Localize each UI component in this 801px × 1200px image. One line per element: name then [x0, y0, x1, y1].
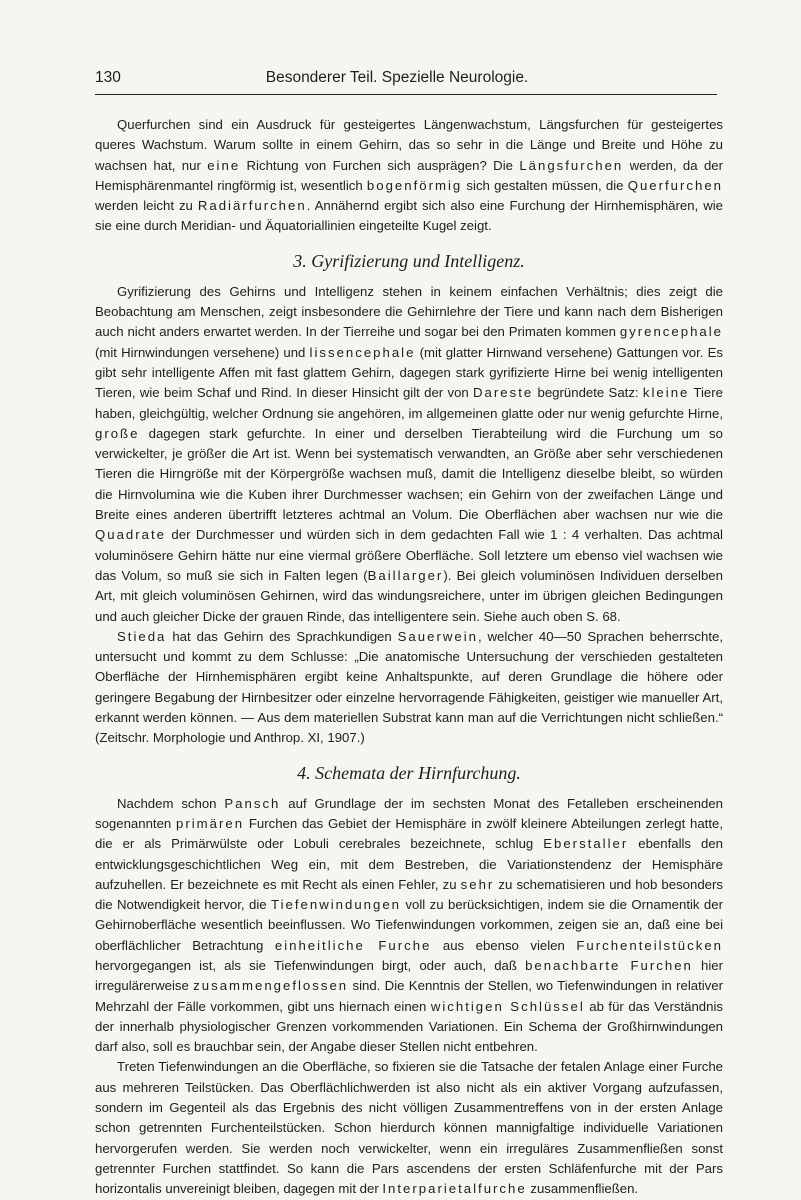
page-number: 130	[95, 69, 121, 86]
running-header	[77, 64, 717, 90]
paragraph-schemata: Nachdem schon Pansch auf Grundlage der im sechsten Monat des Fetalleben erscheinenden sogenannten primären Furchen das Gebiet der Hemisphäre in zwölf kleinere Abteilungen zerlegt hatte, die er als Primärwülste oder Lobuli cerebrales bezeichnete, schlug Eberstaller ebenfalls den entwicklungsgeschichtlichen Weg ein, mit dem Bestreben, die Variationstendenz der Hemisphäre aufzuhellen. Er bezeichnete es mit Recht als einen Fehler, zu sehr zu schematisieren und hob besonders die Notwendigkeit hervor, die Tiefenwindungen voll zu berücksichtigen, indem sie die Ornamentik der Gehirnoberfläche wesentlich beeinflussen. Wo Tiefenwindungen vorkommen, zeigen sie an, daß eine bei oberflächlicher Betrachtung einheitliche Furche aus ebenso vielen Furchenteilstücken hervorgegangen ist, als sie Tiefenwindungen birgt, oder auch, daß benachbarte Furchen hier irregulärerweise zusammengeflossen sind. Die Kenntnis der Stellen, wo Tiefenwindungen in relativer Mehrzahl der Fälle vorkommen, gibt uns hiernach einen wichtigen Schlüssel ab für das Verständnis der innerhalb physiologischer Grenzen vorkommenden Variationen. Ein Schema der Großhirnwindungen darf also, soll es brauchbar sein, der Angabe dieser Stellen nicht entbehren.	[95, 795, 724, 1055]
paragraph-deep-convolutions: Treten Tiefenwindungen an die Oberfläche, so fixieren sie die Tatsache der fetalen Anlage einer Furche aus mehreren Teilstücken. Das Oberflächlichwerden ist also nicht als ein aktiver Vorgang aufzufassen, sondern im Gegenteil als das Ergebnis des nicht völligen Zusammentreffens von in der ersten Anlage schon getrennten Furchenteilstücken. Schon hierdurch können mannigfaltige individuelle Variationen hervorgerufen werden. Sie werden noch verwickelter, wenn ein irreguläres Zusammenfließen sonst getrennter Furchen stattfindet. So kann die Pars ascendens der ersten Schläfenfurche mit der Pars horizontalis unvereinigt bleiben, dagegen mit der Interparietalfurche zusammenfließen.	[95, 1059, 723, 1197]
paragraph-furrow-directions: Querfurchen sind ein Ausdruck für gesteigertes Längenwachstum, Längsfurchen für gesteigertes queres Wachstum. Warum sollte in einem Gehirn, das so sehr in die Länge und Breite und Höhe zu wachsen hat, nur eine Richtung von Furchen sich ausprägen? Die Längsfurchen werden, da der Hemisphärenmantel ringförmig ist, wesentlich bogenförmig sich gestalten müssen, die Querfurchen werden leicht zu Radiärfurchen. Annähernd ergibt sich also eine Furchung der Hirnhemisphären, wie sie eine durch Meridian- und Äquatoriallinien eingeteilte Kugel zeigt.	[95, 117, 723, 234]
section-heading-schemata: 4. Schemata der Hirnfurchung.	[297, 762, 521, 783]
paragraph-gyrification: Gyrifizierung des Gehirns und Intelligenz stehen in keinem einfachen Verhältnis; dies zeigt die Beobachtung am Menschen, zeigt insbesondere die Gehirnlehre der Tiere und kann nach dem Bisherigen auch nicht anders erwartet werden. In der Tierreihe und sogar bei den Primaten kommen gyrencephale (mit Hirnwindungen versehene) und lissencephale (mit glatter Hirnwand versehene) Gattungen vor. Es gibt sehr intelligente Affen mit fast glattem Gehirn, dagegen stark gyrifizierte Hirne bei wenig intelligenten Tieren, wie beim Schaf und Rind. In dieser Hinsicht gilt der von Dareste begründete Satz: kleine Tiere haben, gleichgültig, welcher Ordnung sie angehören, im allgemeinen glatte oder nur wenig gefurchte Hirne, große dagegen stark gefurchte. In einer und derselben Tierabteilung wird die Furchung um so verwickelter, je größer die Art ist. Wenn bei systematisch verwandten, an Größe aber sehr verschiedenen Tieren die Hirngröße mit der Körpergröße wachsen muß, damit die Intelligenz dieselbe bleibt, so würden die Hirnvolumina wie die Kuben ihrer Durchmesser wachsen; ein Gehirn von der zweifachen Länge und Breite eines anderen übertrifft letzteres achtmal an Volum. Die Oberflächen aber wachsen nur wie die Quadrate der Durchmesser und würden sich in dem gedachten Fall wie 1 : 4 verhalten. Das achtmal voluminösere Gehirn hätte nur eine viermal größere Oberfläche. Soll letztere um ebenso viel wachsen wie das Volum, so muß sie sich in Falten legen (Baillarger). Bei gleich voluminösen Individuen derselben Art, mit gleich voluminösen Gehirnen, wird das windungsreichere, unter im übrigen gleichen Bedingungen und auch gleicher Dicke der grauen Rinde, das intelligentere sein. Siehe auch oben S. 68.	[95, 283, 723, 624]
section-heading-gyrification: 3. Gyrifizierung und Intelligenz.	[293, 250, 525, 271]
body-text	[95, 115, 723, 1200]
running-title: Besonderer Teil. Spezielle Neurologie.	[265, 69, 529, 86]
paragraph-stieda: Stieda hat das Gehirn des Sprachkundigen Sauerwein, welcher 40—50 Sprachen beherrschte, untersucht und kommt zu dem Schlusse: „Die anatomische Untersuchung der verschieden gestalteten Oberfläche der Hirnhemisphären ergibt keine Anhaltspunkte, auf deren Grundlage die höhere oder geringere Begabung der Hirnbesitzer oder einzelne hervorragende Fähigkeiten, geistiger wie manueller Art, erkannt werden können. — Aus dem materiellen Substrat kann man auf die Verrichtungen nicht schließen.“ (Zeitschr. Morphologie und Anthrop. XI, 1907.)	[95, 628, 723, 746]
header-rule	[95, 94, 717, 95]
